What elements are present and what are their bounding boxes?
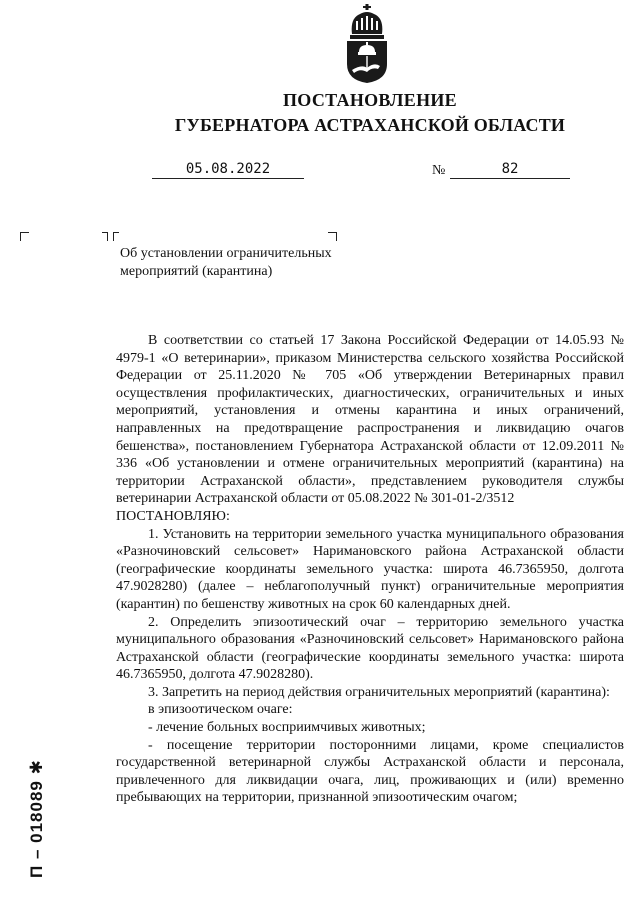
corner-mark [113,232,119,241]
serial-number: П – 018089 ✱ [27,759,46,878]
document-body [116,332,624,807]
corner-mark [328,232,337,241]
issuer-title: ГУБЕРНАТОРА АСТРАХАНСКОЙ ОБЛАСТИ [174,115,566,135]
document-number: 82 [450,161,570,179]
clause-3-sub: в эпизоотическом очаге: [148,702,293,718]
number-label: № [432,163,446,178]
clause-1: 1. Установить на территории земельного участка муниципального образования «Разночиновский сельсовет» Наримановского района Астраханской области (географические координаты земельного участка: широта 46.7365950, долгота 47.9028280) (далее – неблагополучный пункт) ограничительные мероприятия (карантин) по бешенству животных на срок 60 календарных дней. [116,526,624,612]
clause-3-item-1: - лечение больных восприимчивых животных; [148,720,426,736]
clause-3: 3. Запретить на период действия ограничительных мероприятий (карантина): [148,684,610,700]
document-subject: Об установлении ограничительных мероприятий (карантина) [120,246,332,279]
clause-2: 2. Определить эпизоотический очаг – территорию земельного участка муниципального образования «Разночиновский сельсовет» Наримановского района Астраханской области (географические координаты земельного участка: широта 46.7365950, долгота 47.9028280). [116,614,624,683]
document-date: 05.08.2022 [152,161,304,179]
decree-word: ПОСТАНОВЛЯЮ: [116,508,230,524]
document-type-title: ПОСТАНОВЛЕНИЕ [283,90,457,110]
corner-mark [102,232,108,241]
astrakhan-coat-of-arms-icon [342,4,392,84]
corner-mark [20,232,29,241]
clause-3-item-2: - посещение территории посторонними лицами, кроме специалистов государственной ветеринарной службы Астраханской области и персонала, привлеченного для ликвидации очага, лиц, проживающих и (или) временно пребывающих на территории, признанной эпизоотическим очагом; [116,737,624,806]
preamble-paragraph: В соответствии со статьей 17 Закона Российской Федерации от 14.05.93 № 4979-1 «О ветеринарии», приказом Министерства сельского хозяйства Российской Федерации от 25.11.2020 № 705 «Об утверждении Ветеринарных правил осуществления профилактических, диагностических, ограничительных и иных мероприятий, установления и отмены карантина и иных ограничений, направленных на предотвращение распространения и ликвидацию очагов бешенства», постановлением Губернатора Астраханской области от 12.09.2011 № 336 «Об установлении и отмене ограничительных мероприятий (карантина) на территории Астраханской области», представлением руководителя службы ветеринарии Астраханской области от 05.08.2022 № 301-01-2/3512 [116,333,624,507]
serial-stamp [18,728,46,878]
